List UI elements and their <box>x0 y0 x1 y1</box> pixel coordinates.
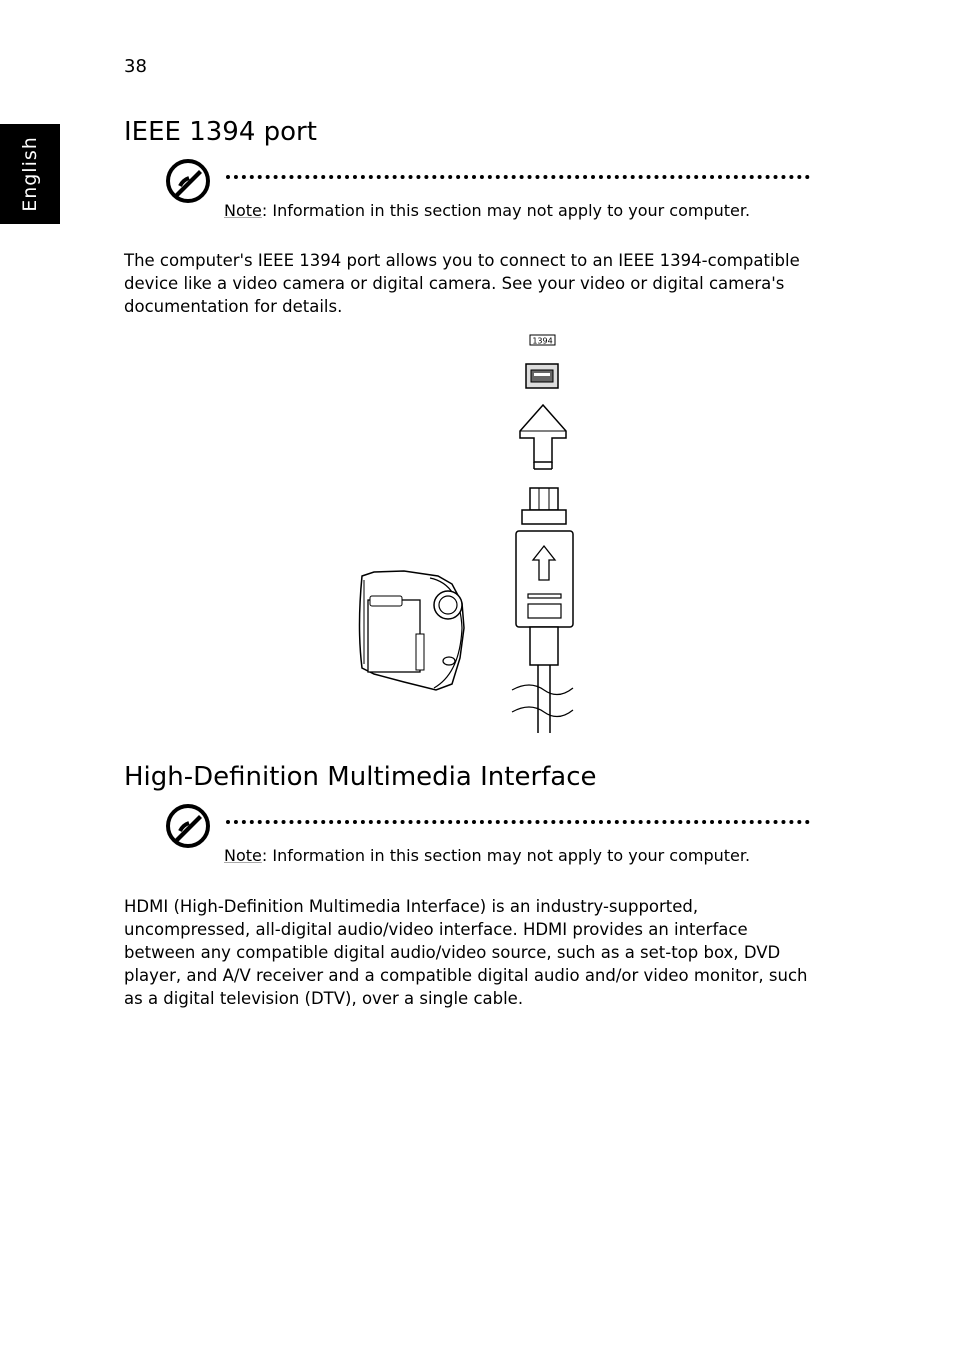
video-camera-icon <box>360 571 465 690</box>
paragraph-ieee1394: The computer's IEEE 1394 port allows you to connect to an IEEE 1394-compatible device like a video camera or digital camera. See your video or digital camera's documentation for details. <box>124 251 800 316</box>
note-hdmi <box>224 846 750 865</box>
note-label: Note <box>224 846 262 865</box>
note-body: : Information in this section may not apply to your computer. <box>261 201 751 220</box>
ieee1394-cable-plug-icon <box>512 488 573 733</box>
note-divider <box>226 820 810 824</box>
paragraph-hdmi: HDMI (High-Definition Multimedia Interface) is an industry-supported, uncompressed, all-digital audio/video interface. HDMI provides an interface between any compatible digital audio/video source, such as a set-top box, DVD player, and A/V receiver and a compatible digital audio and/or video monitor, such as a digital television (DTV), over a single cable. <box>124 897 808 1008</box>
section-heading-ieee1394: IEEE 1394 port <box>124 117 317 147</box>
language-tab <box>0 124 60 224</box>
arrow-up-icon <box>520 405 566 469</box>
section-heading-hdmi: High-Definition Multimedia Interface <box>124 762 597 792</box>
note-divider <box>226 175 810 179</box>
note-body: : Information in this section may not apply to your computer. <box>261 846 751 865</box>
note-pen-icon <box>165 158 211 204</box>
port-label: 1394 <box>532 336 553 346</box>
note-ieee1394 <box>224 201 750 220</box>
ieee1394-port-icon <box>526 364 558 388</box>
note-pen-icon <box>165 803 211 849</box>
language-tab-label: English <box>19 136 41 212</box>
note-label: Note <box>224 201 262 220</box>
ieee1394-connection-illustration <box>350 328 590 738</box>
page-number: 38 <box>124 56 147 77</box>
